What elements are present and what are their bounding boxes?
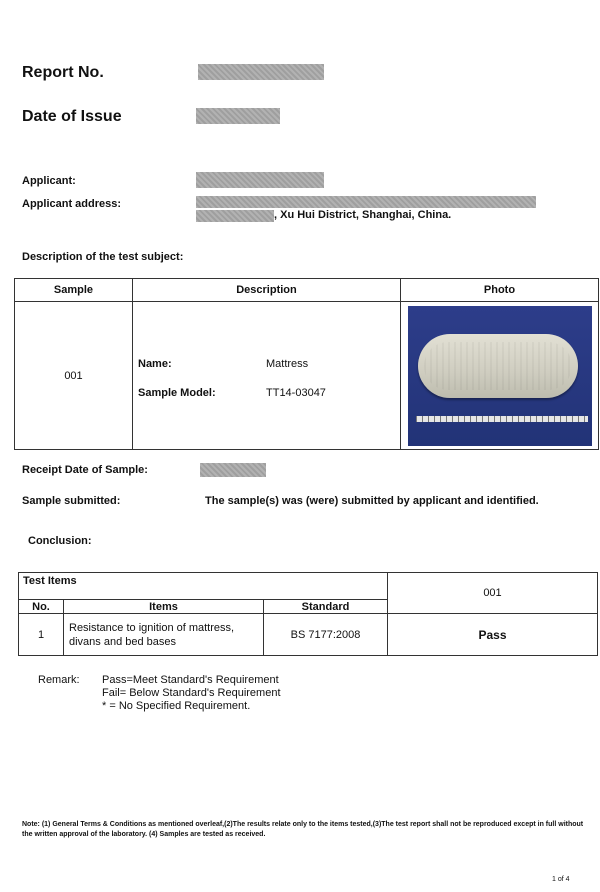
page-number: 1 of 4 — [552, 876, 570, 883]
test-items-table — [18, 572, 598, 656]
standard-header: Standard — [264, 600, 388, 614]
sample-submitted-text: The sample(s) was (were) submitted by applicant and identified. — [205, 495, 539, 507]
remark-lines — [102, 674, 281, 713]
applicant-label: Applicant: — [22, 175, 76, 187]
sample-id: 001 — [15, 302, 133, 450]
sample-table — [14, 278, 599, 450]
applicant-redacted — [196, 172, 324, 188]
row-result: Pass — [388, 614, 598, 656]
mattress-photo — [408, 306, 592, 446]
description-cell — [133, 302, 401, 450]
test-items-title: Test Items — [19, 573, 388, 600]
mattress-image — [418, 334, 578, 398]
photo-header: Photo — [401, 279, 599, 302]
remark-fail: Fail= Below Standard's Requirement — [102, 687, 281, 699]
no-header: No. — [19, 600, 64, 614]
date-of-issue-label: Date of Issue — [22, 108, 122, 125]
model-value: TT14-03047 — [266, 387, 326, 399]
ruler-image — [416, 416, 588, 422]
row-no: 1 — [19, 614, 64, 656]
name-value: Mattress — [266, 358, 309, 370]
address-line1-redacted — [196, 196, 536, 208]
report-no-redacted — [198, 64, 324, 80]
receipt-date-redacted — [200, 463, 266, 477]
conclusion-label: Conclusion: — [28, 535, 92, 547]
sample-column-header: 001 — [388, 573, 598, 614]
address-line2-redacted — [196, 210, 274, 222]
applicant-address-label: Applicant address: — [22, 198, 122, 210]
sample-submitted-label: Sample submitted: — [22, 495, 121, 507]
footer-note: Note: (1) General Terms & Conditions as mentioned overleaf,(2)The results relate only to the items tested,(3)The test report shall not be reproduced except in full without the written approval of the laboratory. (4) Samples are tested as received. — [22, 821, 584, 838]
remark-label: Remark: — [38, 674, 80, 686]
receipt-date-label: Receipt Date of Sample: — [22, 464, 148, 476]
remark-pass: Pass=Meet Standard's Requirement — [102, 674, 279, 686]
remark-no-req: * = No Specified Requirement. — [102, 700, 251, 712]
date-of-issue-redacted — [196, 108, 280, 124]
row-item: Resistance to ignition of mattress, divans and bed bases — [64, 614, 264, 656]
items-header: Items — [64, 600, 264, 614]
table-row — [19, 614, 598, 656]
model-label: Sample Model: — [138, 387, 216, 399]
name-label: Name: — [138, 358, 172, 370]
sample-header: Sample — [15, 279, 133, 302]
row-standard: BS 7177:2008 — [264, 614, 388, 656]
description-heading: Description of the test subject: — [22, 251, 184, 263]
report-no-label: Report No. — [22, 64, 104, 81]
photo-cell — [401, 302, 599, 450]
address-tail: , Xu Hui District, Shanghai, China. — [274, 209, 452, 221]
description-header: Description — [133, 279, 401, 302]
